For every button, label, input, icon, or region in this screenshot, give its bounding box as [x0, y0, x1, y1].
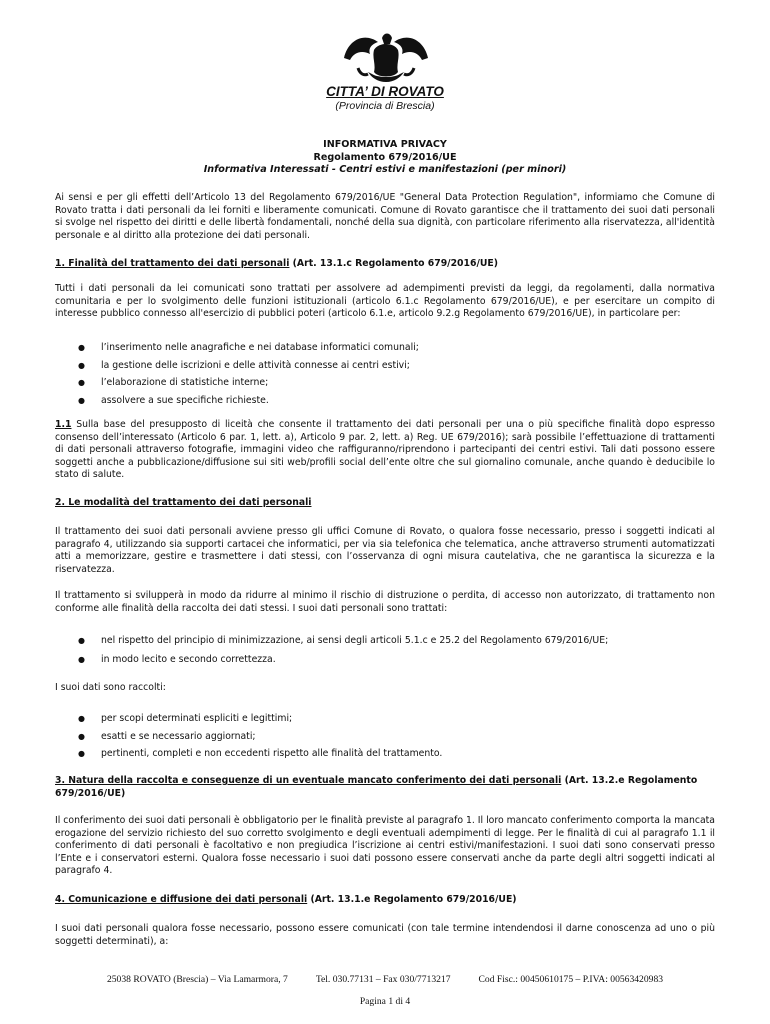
list-item: ● nel rispetto del principio di minimizzazione, ai sensi degli articoli 5.1.c e 25.2 del Regolamento 679/2016/UE;	[55, 635, 715, 648]
section-1-bullets	[55, 342, 715, 407]
section-4-title: 4. Comunicazione e diffusione dei dati personali	[55, 894, 308, 905]
section-4-text: I suoi dati personali qualora fosse necessario, possono essere comunicati (con tale termine intendendosi il darne conoscenza ad uno o più soggetti determinati), a:	[55, 923, 715, 947]
section-2-heading	[55, 497, 715, 510]
list-item: ● la gestione delle iscrizioni e delle attività connesse ai centri estivi;	[55, 360, 715, 373]
section-2-paragraph-3: I suoi dati sono raccolti:	[55, 682, 166, 693]
list-item: ● per scopi determinati espliciti e legittimi;	[55, 713, 715, 726]
section-1-title: 1. Finalità del trattamento dei dati personali	[55, 258, 290, 269]
section-3-title: 3. Natura della raccolta e conseguenze di un eventuale mancato conferimento dei dati personali	[55, 775, 562, 786]
list-item: ● l’elaborazione di statistiche interne;	[55, 377, 715, 390]
city-name: CITTA’ DI ROVATO	[326, 84, 444, 99]
section-1-ref: (Art. 13.1.c Regolamento 679/2016/UE)	[289, 258, 498, 269]
section-3-heading	[55, 775, 715, 800]
section-4-heading	[55, 894, 715, 907]
section-2-bullets-2	[55, 713, 715, 761]
intro-paragraph: Ai sensi e per gli effetti dell’Articolo 13 del Regolamento 679/2016/UE "General Data Protection Regulation", informiamo che Comune di Rovato tratta i dati personali da lei forniti e liberamente comunicati. Comune di Rovato garantisce che il trattamento dei suoi dati personali si svolge nel rispetto dei diritti e delle libertà fondamentali, nonché della sua dignità, con particolare riferimento alla riservatezza, all'identità personale e al diritto alla protezione dei dati personali.	[55, 192, 715, 241]
list-item: ● esatti e se necessario aggiornati;	[55, 731, 715, 744]
province-name: (Provincia di Brescia)	[335, 100, 435, 112]
section-4-ref: (Art. 13.1.e Regolamento 679/2016/UE)	[307, 894, 517, 905]
section-2-paragraph-2: Il trattamento si svilupperà in modo da ridurre al minimo il rischio di distruzione o perdita, di accesso non autorizzato, di trattamento non conforme alle finalità della raccolta dei dati stessi. I suoi dati personali sono trattati:	[55, 590, 715, 614]
lion-emblem-logo	[338, 28, 434, 84]
section-2-title: 2. Le modalità del trattamento dei dati personali	[55, 497, 312, 508]
section-1-heading	[55, 258, 715, 271]
page-number: Pagina 1 di 4	[359, 996, 411, 1007]
list-item: ● assolvere a sue specifiche richieste.	[55, 395, 715, 408]
document-title: INFORMATIVA PRIVACY	[323, 139, 447, 150]
section-1-1-number: 1.1	[55, 419, 72, 430]
list-item: ● pertinenti, completi e non eccedenti rispetto alle finalità del trattamento.	[55, 748, 715, 761]
regulation-ref: Regolamento 679/2016/UE	[313, 152, 457, 163]
section-1-text: Tutti i dati personali da lei comunicati sono trattati per assolvere ad adempimenti previsti da leggi, da regolamenti, dalla normativa comunitaria e per lo svolgimento delle funzioni istituzionali (articolo 6.1.c Regolamento 679/2016/UE), e per esercitare un compito di interesse pubblico connesso all'esercizio di pubblici poteri (articolo 6.1.e, articolo 9.2.g Regolamento 679/2016/UE), in particolare per:	[55, 283, 715, 319]
section-2-bullets-1	[55, 635, 715, 666]
footer-address: 25038 ROVATO (Brescia) – Via Lamarmora, 7	[106, 974, 288, 985]
document-subtitle: Informativa Interessati - Centri estivi e manifestazioni (per minori)	[203, 164, 567, 175]
footer-tax-codes: Cod Fisc.: 00450610175 – P.IVA: 00563420983	[478, 974, 664, 985]
list-item: ● in modo lecito e secondo correttezza.	[55, 654, 715, 667]
list-item: ● l’inserimento nelle anagrafiche e nei database informatici comunali;	[55, 342, 715, 355]
footer-contacts	[0, 974, 770, 985]
footer-phone-fax: Tel. 030.77131 – Fax 030/7713217	[315, 974, 451, 985]
section-3-ref: (Art. 13.2.e Regolamento 679/2016/UE)	[55, 775, 698, 799]
section-3-text: Il conferimento dei suoi dati personali è obbligatorio per le finalità previste al paragrafo 1. Il loro mancato conferimento comporta la mancata erogazione del servizio richiesto del suo corretto svolgimento e degli eventuali adempimenti di legge. Per le finalità di cui al paragrafo 1.1 il conferimento di dati personali è facoltativo e non pregiudica l’iscrizione ai centri estivi/manifestazioni. I suoi dati sono conservati presso l’Ente e i conservatori esterni. Qualora fosse necessario i suoi dati possono essere conservati anche da parte degli altri soggetti indicati al paragrafo 4.	[55, 815, 715, 876]
section-1-1-text: 1.1 Sulla base del presupposto di liceità che consente il trattamento dei dati personali per una o più specifiche finalità dopo espresso consenso dell’interessato (Articolo 6 par. 1, lett. a), Articolo 9 par. 2, lett. a) Reg. UE 679/2016); sarà possibile l’effettuazione di trattamenti di dati personali attraverso fotografie, immagini video che raffiguranno/riprendono i partecipanti dei centri estivi. Tali dati possono essere soggetti anche a pubblicazione/diffusione sui siti web/profili social dell’ente oltre che sul giornalino comunale, anche quando è deducibile lo stato di salute.	[55, 419, 715, 480]
section-2-paragraph-1: Il trattamento dei suoi dati personali avviene presso gli uffici Comune di Rovato, o qualora fosse necessario, presso i soggetti indicati al paragrafo 4, utilizzando sia supporti cartacei che informatici, per via sia telefonica che telematica, anche attraverso strumenti automatizzati atti a memorizzare, gestire e trasmettere i dati stessi, con l’osservanza di ogni misura cautelativa, che ne garantisca la sicurezza e la riservatezza.	[55, 526, 715, 575]
